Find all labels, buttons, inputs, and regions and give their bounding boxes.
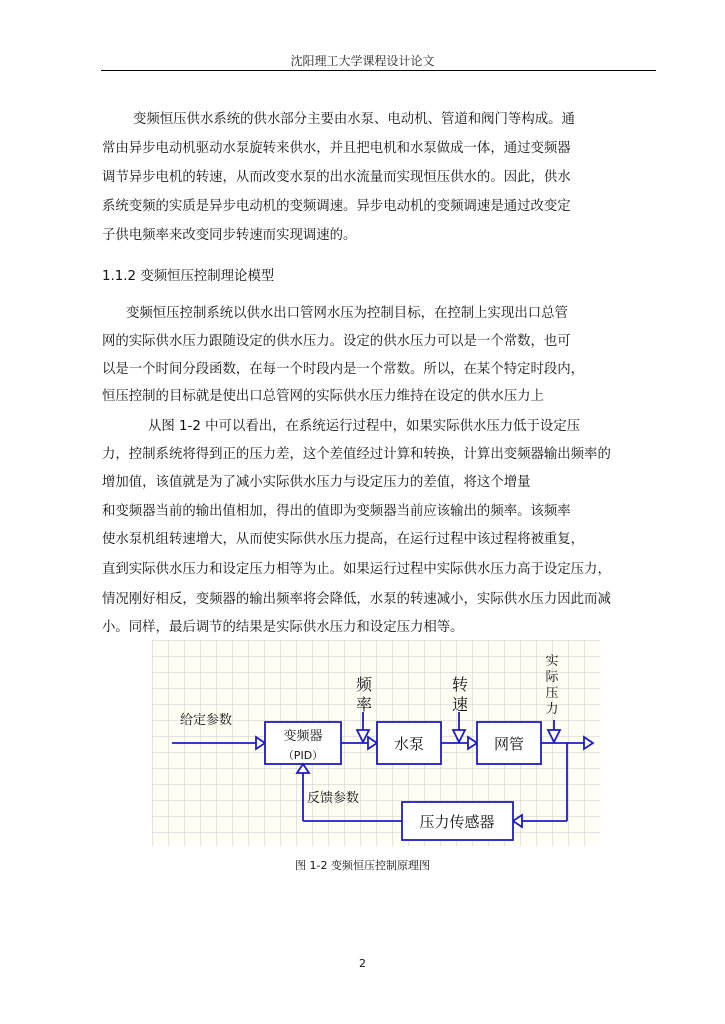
para3-line-1: 从图 1-2 中可以看出，在系统运行过程中，如果实际供水压力低于设定压: [148, 419, 581, 434]
feedback-label: 反馈参数: [307, 791, 360, 806]
para1-line-3: 调节异步电机的转速，从而改变水泵的出水流量而实现恒压供水的。因此，供水: [102, 170, 571, 185]
sensor-label: 压力传感器: [419, 813, 495, 831]
page-number: 2: [359, 957, 366, 970]
para1-line-5: 子供电频率来改变同步转速而实现调速的。: [102, 228, 357, 243]
para2-line-3: 以是一个时间分段函数，在每一个时段内是一个常数。所以，在某个特定时段内，: [102, 362, 585, 377]
pressure-label-4: 力: [545, 702, 559, 717]
pump-label: 水泵: [393, 735, 425, 753]
header-rule: [101, 70, 656, 71]
para2-line-2: 网的实际供水压力跟随设定的供水压力。设定的供水压力可以是一个常数，也可: [102, 334, 571, 349]
para1-line-1: 变频恒压供水系统的供水部分主要由水泵、电动机、管道和阀门等构成。通: [133, 112, 575, 127]
figure-caption: 图 1-2 变频恒压控制原理图: [295, 859, 430, 872]
para3-line-2: 力，控制系统将得到正的压力差，这个差值经过计算和转换，计算出变频器输出频率的: [102, 447, 611, 462]
pipe-label: 网管: [493, 735, 525, 753]
para1-line-4: 系统变频的实质是异步电动机的变频调速。异步电动机的变频调速是通过改变定: [102, 199, 571, 214]
freq-label-2: 率: [355, 695, 373, 714]
speed-label-2: 速: [451, 695, 469, 714]
header-title: 沈阳理工大学课程设计论文: [290, 54, 435, 68]
para3-line-4: 和变频器当前的输出值相加，得出的值即为变频器当前应该输出的频率。该频率: [102, 504, 571, 519]
para3-line-8: 小。同样，最后调节的结果是实际供水压力和设定压力相等。: [102, 620, 464, 635]
pressure-label-2: 际: [545, 670, 559, 685]
para2-line-1: 变频恒压控制系统以供水出口管网水压为控制目标，在控制上实现出口总管: [126, 306, 568, 321]
para1-line-2: 常由异步电动机驱动水泵旋转来供水，并且把电机和水泵做成一体，通过变频器: [102, 141, 571, 156]
para3-line-5: 使水泵机组转速增大，从而使实际供水压力提高，在运行过程中该过程将被重复，: [102, 532, 585, 547]
freq-label-1: 频: [355, 675, 373, 694]
pressure-label-1: 实: [545, 654, 559, 669]
para3-line-7: 情况刚好相反，变频器的输出频率将会降低，水泵的转速减小，实际供水压力因此而减: [102, 592, 611, 607]
control-diagram: [152, 640, 600, 846]
speed-label-1: 转: [451, 675, 469, 694]
control-diagram-svg: [152, 640, 600, 846]
vfd-label: 变频器: [283, 729, 323, 744]
pressure-label-3: 压: [545, 686, 559, 701]
section-heading: 1.1.2 变频恒压控制理论模型: [102, 269, 275, 284]
para2-line-4: 恒压控制的目标就是使出口总管网的实际供水压力维持在设定的供水压力上: [102, 389, 544, 404]
vfd-sub-label: （PID）: [282, 749, 324, 762]
para3-line-3: 增加值，该值就是为了减小实际供水压力与设定压力的差值，将这个增量: [102, 475, 531, 490]
input-label: 给定参数: [180, 713, 233, 728]
para3-line-6: 直到实际供水压力和设定压力相等为止。如果运行过程中实际供水压力高于设定压力，: [102, 562, 611, 577]
